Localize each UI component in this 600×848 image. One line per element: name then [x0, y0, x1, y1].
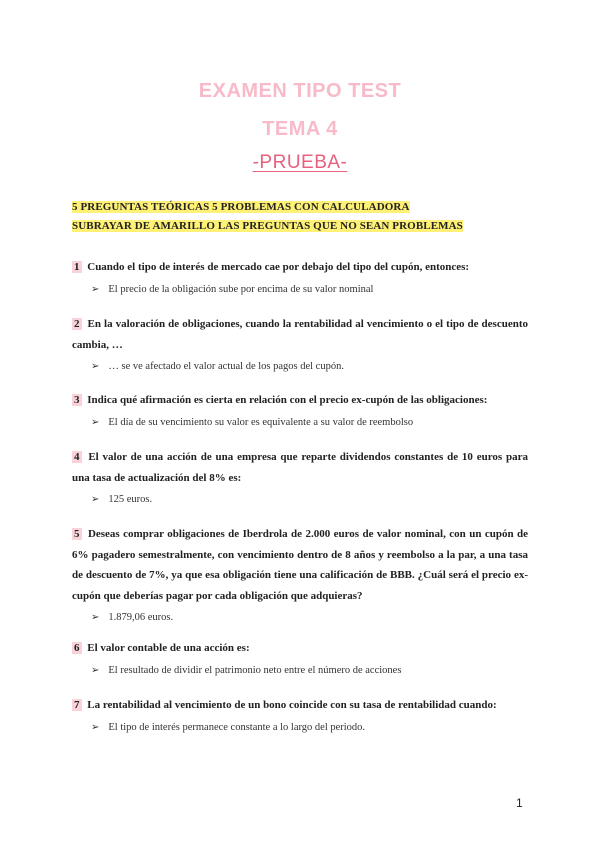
question-number: 5	[74, 528, 80, 540]
test-label: -PRUEBA-	[252, 152, 348, 173]
answer-text: 1.879,06 euros.	[108, 612, 174, 623]
question-text	[72, 447, 528, 488]
question-prompt: Deseas comprar obligaciones de Iberdrola de 2.000 euros de valor nominal, con un cupón de 6% pagadero semestralmente, con vencimiento dentro de 8 años y reembolso a la par, a una tasa de descuento de 7%, ya que esa obligación tiene una calificación de BBB. ¿Cuál será el precio ex-cupón que deberías pagar por cada obligación que adquieras?	[72, 528, 529, 602]
question-1	[72, 257, 528, 300]
answer-text: El día de su vencimiento su valor es equivalente a su valor de reembolso	[108, 416, 414, 428]
answer	[91, 661, 528, 682]
intro-line-1-text: 5 PREGUNTAS TEÓRICAS 5 PROBLEMAS CON CALCULADORA	[72, 201, 410, 213]
intro-line-2-text: SUBRAYAR DE AMARILLO LAS PREGUNTAS QUE NO SEAN PROBLEMAS	[72, 220, 463, 232]
arrow-bullet-icon: ➢	[91, 721, 100, 733]
answer-text: El resultado de dividir el patrimonio neto entre el número de acciones	[108, 664, 402, 676]
answer	[91, 718, 528, 739]
question-text	[72, 638, 528, 659]
question-3	[72, 390, 528, 433]
question-prompt: Cuando el tipo de interés de mercado cae por debajo del tipo del cupón, entonces:	[87, 261, 470, 273]
question-text	[72, 257, 528, 278]
question-prompt: El valor contable de una acción es:	[87, 642, 250, 654]
question-prompt: La rentabilidad al vencimiento de un bono coincide con su tasa de rentabilidad cuando:	[87, 699, 497, 711]
answer-text: … se ve afectado el valor actual de los pagos del cupón.	[108, 361, 344, 372]
question-prompt: Indica qué afirmación es cierta en relación con el precio ex-cupón de las obligaciones:	[87, 394, 488, 406]
answer	[91, 280, 528, 301]
question-number: 3	[74, 394, 80, 406]
arrow-bullet-icon: ➢	[91, 494, 100, 505]
intro-line-2	[72, 220, 463, 232]
answer	[91, 490, 528, 511]
page-number: 1	[516, 796, 523, 810]
answer	[91, 413, 528, 434]
arrow-bullet-icon: ➢	[91, 664, 100, 676]
question-2	[72, 314, 528, 378]
question-prompt: En la valoración de obligaciones, cuando la rentabilidad al vencimiento o el tipo de descuento cambia, …	[72, 318, 529, 351]
question-text	[72, 524, 528, 606]
question-number: 2	[74, 318, 80, 330]
topic-title: TEMA 4	[262, 118, 338, 140]
answer-text: El tipo de interés permanece constante a lo largo del periodo.	[108, 721, 366, 733]
answer-text: 125 euros.	[108, 494, 153, 505]
question-text	[72, 314, 528, 355]
question-prompt: El valor de una acción de una empresa que reparte dividendos constantes de 10 euros para una tasa de actualización del 8% es:	[72, 451, 528, 484]
question-number: 4	[74, 451, 80, 463]
question-number: 6	[74, 642, 80, 654]
question-number: 1	[74, 261, 80, 273]
arrow-bullet-icon: ➢	[91, 612, 100, 623]
question-5	[72, 524, 528, 629]
question-7	[72, 695, 528, 738]
arrow-bullet-icon: ➢	[91, 416, 100, 428]
arrow-bullet-icon: ➢	[91, 283, 100, 295]
arrow-bullet-icon: ➢	[91, 361, 100, 372]
exam-title: EXAMEN TIPO TEST	[198, 80, 402, 102]
question-number: 7	[74, 699, 80, 711]
question-4	[72, 447, 528, 511]
question-text	[72, 695, 528, 716]
question-text	[72, 390, 528, 411]
answer-text: El precio de la obligación sube por encima de su valor nominal	[108, 283, 374, 295]
question-6	[72, 638, 528, 681]
intro-line-1	[72, 201, 410, 213]
answer	[91, 608, 528, 629]
answer	[91, 357, 528, 378]
